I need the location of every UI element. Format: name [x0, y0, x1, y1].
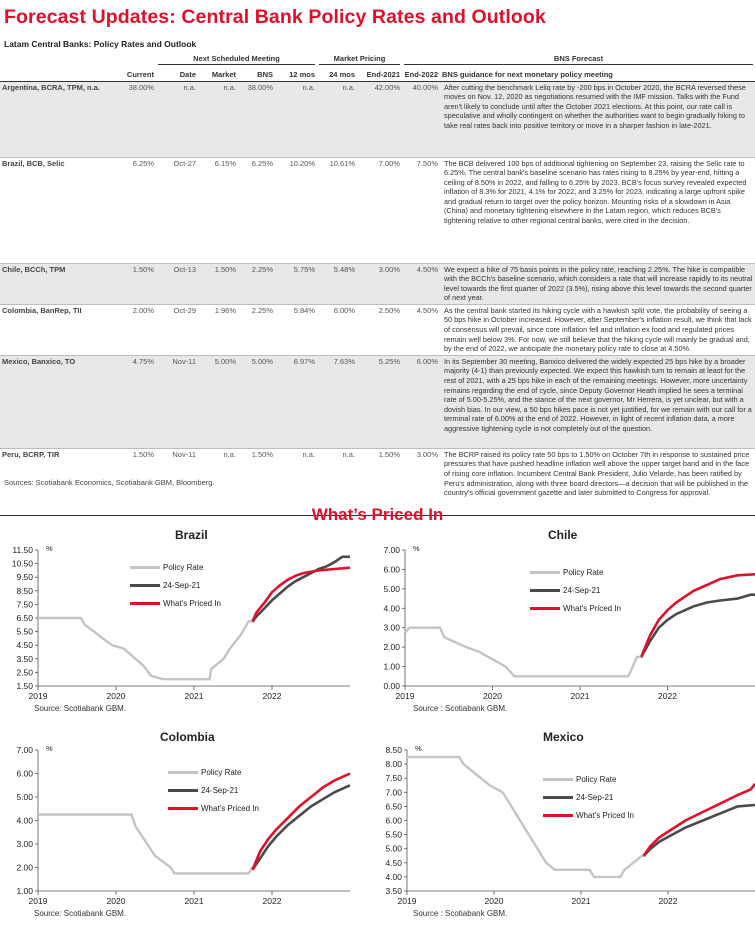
legend-swatch	[543, 814, 573, 817]
bank-name: Chile, BCCh, TPM	[0, 263, 124, 304]
x-tick-label: 2022	[658, 896, 678, 906]
chart-title: Chile	[548, 528, 578, 542]
cell-end2021: 5.25%	[357, 355, 402, 448]
bank-name: Colombia, BanRep, TII	[0, 304, 124, 355]
y-tick-label: 8.50	[16, 585, 33, 596]
y-tick-label: 6.50	[385, 801, 402, 812]
chart-plot	[375, 528, 753, 728]
y-tick-label: 2.50	[16, 667, 33, 678]
series-line-24-sep-21	[641, 595, 755, 657]
y-unit-label: %	[413, 544, 420, 553]
y-tick-label: 5.50	[16, 626, 33, 637]
series-line-policy-rate	[38, 815, 255, 874]
cell-market: 1.50%	[198, 263, 238, 304]
chart-brazil	[0, 528, 378, 728]
section-title: What’s Priced In	[311, 505, 444, 524]
legend-item	[543, 770, 634, 788]
chart-source: Source: Scotiabank GBM.	[34, 909, 127, 918]
column-header: End-2021	[357, 66, 402, 81]
y-tick-label: 0.00	[383, 681, 400, 691]
cell-end2022: 4.50%	[402, 304, 440, 355]
x-tick-label: 2021	[571, 896, 591, 906]
y-tick-label: 8.50	[385, 745, 402, 755]
guidance-text: As the central bank started its hiking cycle with a hawkish split vote, the probability of seeing a 50 bps hike in October increased. However, after September's inflation result, we think that lack of consensus will prevail, since core inflation fell and inflation ex food and regulated prices remain well below 3%. For now, we still believe that the hiking cycle will mainly be gradual and, by the end of 2022, we anticipate the monetary policy rate to close at 4.50%.	[440, 304, 755, 355]
legend-swatch	[530, 607, 560, 610]
legend-item	[130, 594, 221, 612]
legend-swatch	[543, 778, 573, 781]
chart-source: Source: Scotiabank GBM.	[34, 704, 127, 713]
cell-current: 6.25%	[124, 157, 156, 263]
legend-item	[530, 599, 621, 617]
group-market-pricing: Market Pricing	[317, 53, 402, 66]
y-tick-label: 2.00	[16, 862, 33, 873]
y-unit-label: %	[415, 744, 422, 753]
cell-m12: 5.75%	[275, 263, 317, 304]
x-tick-label: 2020	[483, 691, 502, 701]
cell-market: 6.15%	[198, 157, 238, 263]
cell-market: n.a.	[198, 448, 238, 515]
legend-label: 24-Sep-21	[163, 580, 201, 590]
cell-m12: 10.20%	[275, 157, 317, 263]
cell-date: n.a.	[156, 81, 198, 157]
y-tick-label: 5.00	[16, 792, 33, 802]
policy-rates-table	[0, 53, 755, 516]
chart-chile	[375, 528, 753, 728]
legend-label: What's Priced In	[576, 810, 634, 820]
page-title: Forecast Updates: Central Bank Policy Rates and Outlook	[4, 6, 546, 28]
chart-title: Mexico	[543, 730, 584, 744]
x-tick-label: 2021	[184, 691, 204, 701]
table-subtitle: Latam Central Banks: Policy Rates and Outlook	[4, 39, 197, 49]
table-row	[0, 157, 755, 263]
legend-label: Policy Rate	[163, 562, 204, 572]
legend-item	[168, 799, 259, 817]
chart-plot	[375, 730, 753, 930]
cell-end2022: 6.00%	[402, 355, 440, 448]
group-next-meeting: Next Scheduled Meeting	[156, 53, 317, 66]
y-tick-label: 1.00	[16, 886, 33, 896]
cell-current: 1.50%	[124, 448, 156, 515]
y-tick-label: 4.50	[385, 857, 402, 868]
series-line-what-s-priced-in	[644, 784, 755, 856]
y-tick-label: 1.50	[16, 681, 33, 691]
chart-legend	[530, 563, 621, 617]
legend-label: 24-Sep-21	[576, 792, 614, 802]
x-tick-label: 2020	[484, 896, 504, 906]
cell-m24: 7.63%	[317, 355, 357, 448]
x-tick-label: 2019	[28, 896, 48, 906]
legend-item	[130, 576, 221, 594]
cell-m12: n.a.	[275, 81, 317, 157]
cell-m12: 5.84%	[275, 304, 317, 355]
y-tick-label: 6.00	[383, 564, 400, 575]
legend-swatch	[168, 771, 198, 774]
cell-date: Oct-13	[156, 263, 198, 304]
guidance-text: We expect a hike of 75 basis points in the policy rate, reaching 2.25%. The hike is compatible with the BCCh's baseline scenario, which considers a rate that will increase rapidly to its neutral level towards the first quarter of 2022 (3.5%), rising above this level towards the second quarter of next year.	[440, 263, 755, 304]
legend-swatch	[168, 807, 198, 810]
chart-source: Source : Scotiabank GBM.	[413, 909, 508, 918]
cell-current: 4.75%	[124, 355, 156, 448]
cell-m12: n.a.	[275, 448, 317, 515]
chart-title: Brazil	[175, 528, 208, 542]
legend-label: What's Priced In	[563, 603, 621, 613]
series-line-24-sep-21	[253, 557, 351, 622]
series-line-what-s-priced-in	[253, 774, 351, 870]
table-row	[0, 304, 755, 355]
cell-end2021: 3.00%	[357, 263, 402, 304]
cell-end2022: 7.50%	[402, 157, 440, 263]
legend-swatch	[130, 566, 160, 569]
chart-source: Source : Scotiabank GBM.	[413, 704, 508, 713]
series-line-policy-rate	[38, 618, 255, 679]
legend-swatch	[530, 589, 560, 592]
guidance-text: The BCRP raised its policy rate 50 bps to 1.50% on October 7th in response to sustained price pressures that have pushed headline inflation well above the upper target band and in the face of rising core inflation. Incumbent Central Bank President, Julio Velarde, has been ratified by Peru's administration, along with three board directors—a decision that will be published in the country's official government gazette and later submitted to Congress for approval.	[440, 448, 755, 515]
legend-item	[130, 558, 221, 576]
legend-label: 24-Sep-21	[201, 785, 239, 795]
y-tick-label: 4.50	[16, 640, 33, 651]
cell-date: Nov-11	[156, 448, 198, 515]
y-tick-label: 4.00	[385, 871, 402, 882]
x-tick-label: 2021	[570, 691, 590, 701]
cell-market: 1.96%	[198, 304, 238, 355]
cell-date: Nov-11	[156, 355, 198, 448]
y-unit-label: %	[46, 744, 53, 753]
y-tick-label: 7.50	[16, 599, 33, 610]
table-row	[0, 81, 755, 157]
cell-bns: 38.00%	[238, 81, 275, 157]
chart-legend	[168, 763, 259, 817]
guidance-text: In its September 30 meeting, Banxico delivered the widely expected 25 bps hike by a broader majority (4-1) than previously expected. We expect this hawkish turn to remain at least for the rest of 2021, with a 25 bps hike in each of the remaining meetings. However, more uncertainty remains regarding the end of cycle, since Deputy Governor Heath implied he sees a terminal rate of 5.00-5.25%, and the stance of the next governor, Mr Herrera, is yet unclear, but with a dovish bias. In our view, a 50 bps hikes pace is not yet justified, for we remain with our call for a terminal rate of 6.00% at the end of 2022. However, in light of recent inflation data, a more aggressive tightening cycle is not completely out of the question.	[440, 355, 755, 448]
cell-end2021: 7.00%	[357, 157, 402, 263]
cell-bns: 1.50%	[238, 448, 275, 515]
cell-date: Oct-27	[156, 157, 198, 263]
cell-current: 38.00%	[124, 81, 156, 157]
x-tick-label: 2020	[106, 896, 126, 906]
chart-legend	[130, 558, 221, 612]
x-tick-label: 2022	[262, 896, 282, 906]
column-header: Date	[156, 66, 198, 81]
y-unit-label: %	[46, 544, 53, 553]
series-line-policy-rate	[405, 628, 643, 677]
legend-swatch	[543, 796, 573, 799]
cell-m24: n.a.	[317, 81, 357, 157]
column-header: End-2022	[402, 66, 440, 81]
legend-item	[543, 788, 634, 806]
y-tick-label: 7.00	[16, 745, 33, 755]
chart-colombia	[0, 730, 378, 930]
cell-m12: 6.97%	[275, 355, 317, 448]
cell-market: n.a.	[198, 81, 238, 157]
y-tick-label: 9.50	[16, 572, 33, 583]
column-header: 12 mos	[275, 66, 317, 81]
guidance-text: The BCB delivered 100 bps of additional tightening on September 23, raising the Selic rate to 6.25%. The central bank's baseline scenario has rates rising to 8.25% by year-end, hitting a ceiling of 8.50% in 2022, and falling to 6.25% by 2023. BCB's focus survey revealed expected inflation of 8.3% for 2021, 4.1% for 2022, and 3.25% for 2023, indicating a large upfront spike and gradual return to target over the policy horizon. Mounting risks of a slowdown in Asia (China) and monetary tightening elsewhere in the Latam region, which reduces BCB's tightening relative to other regional central banks, were cited in the decision.	[440, 157, 755, 263]
legend-swatch	[168, 789, 198, 792]
y-tick-label: 6.50	[16, 613, 33, 623]
legend-item	[530, 563, 621, 581]
y-tick-label: 7.00	[385, 787, 402, 798]
legend-swatch	[130, 602, 160, 605]
chart-plot	[0, 730, 378, 930]
guidance-text: After cutting the benchmark Leliq rate by -200 bps in October 2020, the BCRA reversed these moves on Nov. 12, 2020 as negotiations resumed with the IMF mission. Talks with the Fund aren't likely to conclude until after the October 2021 elections. At this point, our rate call is speculative and wholly contingent on whether the authorities want to begin gradually hiking to take real rates back into positive territory or move in a sharper fashion in late-2021.	[440, 81, 755, 157]
cell-bns: 5.00%	[238, 355, 275, 448]
legend-swatch	[130, 584, 160, 587]
cell-end2022: 4.50%	[402, 263, 440, 304]
column-header: 24 mos	[317, 66, 357, 81]
legend-label: Policy Rate	[576, 774, 617, 784]
legend-label: What's Priced In	[163, 598, 221, 608]
cell-current: 1.50%	[124, 263, 156, 304]
legend-item	[168, 763, 259, 781]
table-row	[0, 263, 755, 304]
column-header: BNS guidance for next monetary policy meeting	[440, 66, 755, 81]
legend-item	[168, 781, 259, 799]
cell-end2021: 42.00%	[357, 81, 402, 157]
cell-m24: n.a.	[317, 448, 357, 515]
bank-name: Peru, BCRP, TIR	[0, 448, 124, 515]
chart-title: Colombia	[160, 730, 215, 744]
y-tick-label: 10.50	[11, 558, 33, 569]
bank-name: Mexico, Banxico, TO	[0, 355, 124, 448]
legend-swatch	[530, 571, 560, 574]
series-line-what-s-priced-in	[641, 574, 755, 657]
cell-m24: 10.61%	[317, 157, 357, 263]
bank-name: Argentina, BCRA, TPM, n.a.	[0, 81, 124, 157]
cell-current: 2.00%	[124, 304, 156, 355]
y-tick-label: 3.50	[385, 886, 402, 896]
x-tick-label: 2020	[106, 691, 126, 701]
cell-m24: 5.48%	[317, 263, 357, 304]
legend-item	[530, 581, 621, 599]
group-bns-forecast: BNS Forecast	[402, 53, 755, 66]
series-line-what-s-priced-in	[253, 568, 351, 622]
x-tick-label: 2019	[395, 691, 415, 701]
legend-label: 24-Sep-21	[563, 585, 601, 595]
y-tick-label: 3.50	[16, 653, 33, 664]
y-tick-label: 5.00	[385, 843, 402, 854]
y-tick-label: 6.00	[385, 815, 402, 826]
cell-end2021: 1.50%	[357, 448, 402, 515]
cell-end2021: 2.50%	[357, 304, 402, 355]
y-tick-label: 3.00	[16, 839, 33, 849]
y-tick-label: 7.00	[383, 545, 400, 555]
cell-bns: 2.25%	[238, 304, 275, 355]
y-tick-label: 4.00	[383, 603, 400, 614]
y-tick-label: 4.00	[16, 815, 33, 826]
y-tick-label: 6.00	[16, 768, 33, 779]
cell-date: Oct-29	[156, 304, 198, 355]
cell-end2022: 3.00%	[402, 448, 440, 515]
legend-label: What's Priced In	[201, 803, 259, 813]
x-tick-label: 2022	[262, 691, 282, 701]
y-tick-label: 2.00	[383, 642, 400, 653]
y-tick-label: 8.00	[385, 759, 402, 770]
legend-label: Policy Rate	[201, 767, 242, 777]
cell-bns: 6.25%	[238, 157, 275, 263]
bank-name: Brazil, BCB, Selic	[0, 157, 124, 263]
y-tick-label: 5.00	[383, 583, 400, 594]
y-tick-label: 3.00	[383, 622, 400, 633]
x-tick-label: 2022	[658, 691, 677, 701]
column-header: Market	[198, 66, 238, 81]
column-header: BNS	[238, 66, 275, 81]
x-tick-label: 2019	[28, 691, 48, 701]
legend-item	[543, 806, 634, 824]
table-sources: Sources: Scotiabank Economics, Scotiabank GBM, Bloomberg.	[4, 478, 215, 487]
table-row	[0, 355, 755, 448]
legend-label: Policy Rate	[563, 567, 604, 577]
cell-bns: 2.25%	[238, 263, 275, 304]
chart-mexico	[375, 730, 753, 930]
series-line-24-sep-21	[253, 785, 351, 870]
y-tick-label: 5.50	[385, 829, 402, 840]
x-tick-label: 2021	[184, 896, 204, 906]
cell-end2022: 40.00%	[402, 81, 440, 157]
cell-market: 5.00%	[198, 355, 238, 448]
y-tick-label: 11.50	[12, 545, 33, 555]
x-tick-label: 2019	[397, 896, 417, 906]
chart-legend	[543, 770, 634, 824]
cell-m24: 6.00%	[317, 304, 357, 355]
y-tick-label: 1.00	[383, 661, 400, 672]
column-header: Current	[124, 66, 156, 81]
y-tick-label: 7.50	[385, 773, 402, 784]
